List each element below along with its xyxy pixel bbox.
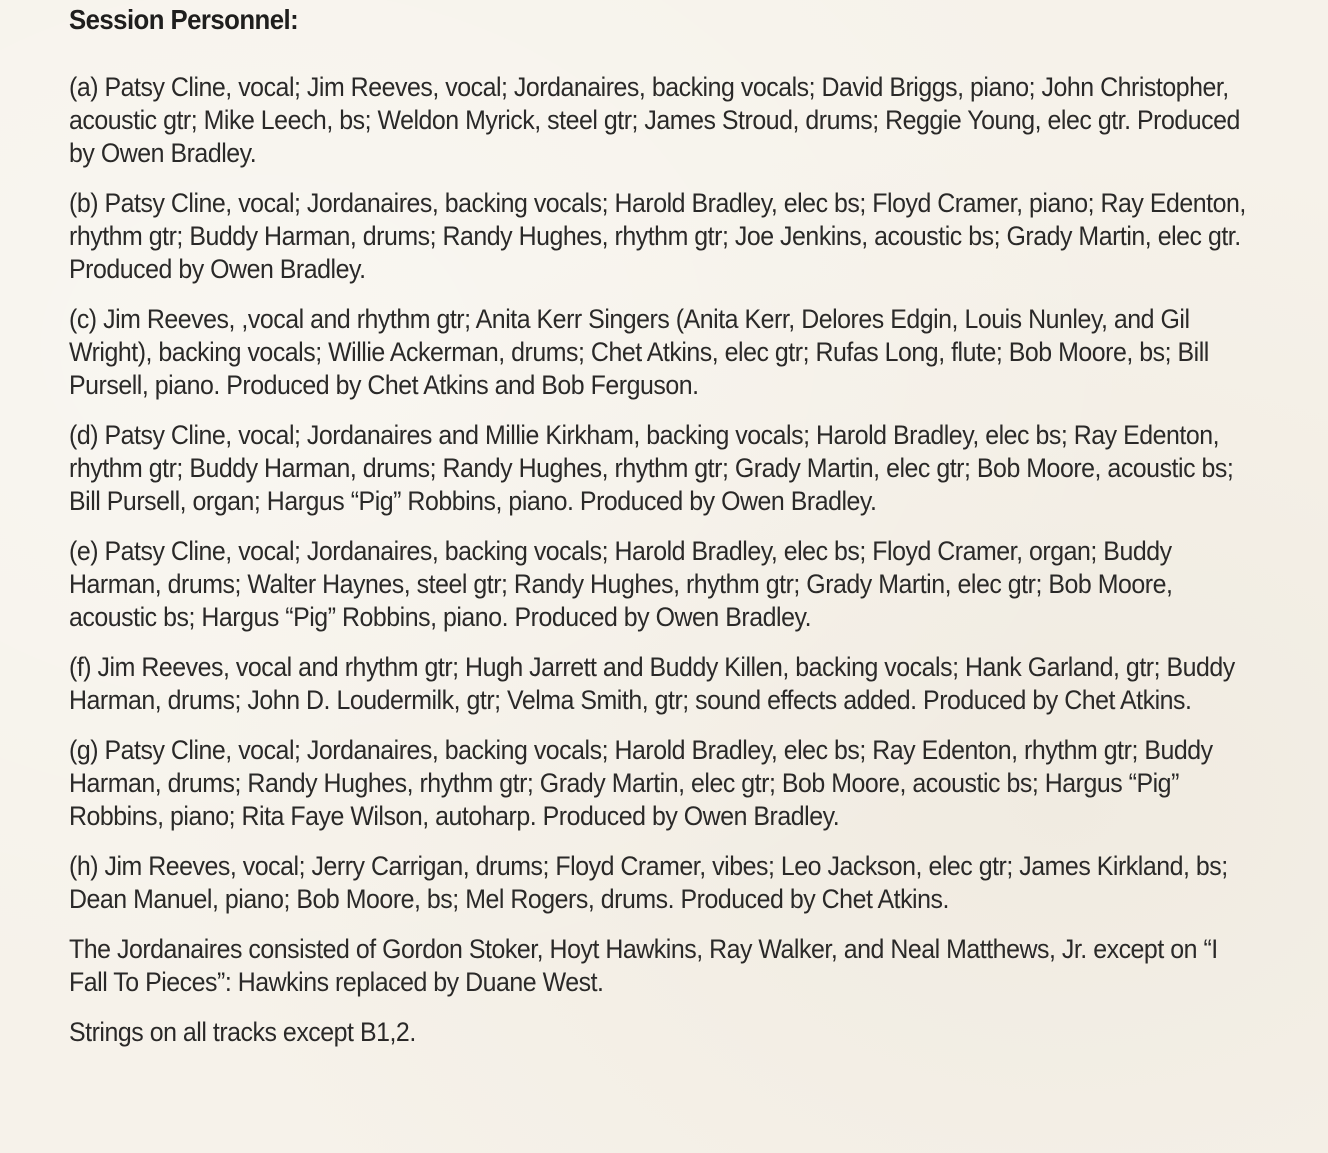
session-b-credits: (b) Patsy Cline, vocal; Jordanaires, backing vocals; Harold Bradley, elec bs; Floyd Cramer, piano; Ray Edenton, rhythm gtr; Buddy Harman, drums; Randy Hughes, rhythm gtr; Joe Jenkins, acoustic bs; Grady Martin, elec gtr. Produced by Owen Bradley. (69, 188, 1246, 284)
session-a-credits: (a) Patsy Cline, vocal; Jim Reeves, vocal; Jordanaires, backing vocals; David Briggs, piano; John Christopher, acoustic gtr; Mike Leech, bs; Weldon Myrick, steel gtr; James Stroud, drums; Reggie Young, elec gtr. Produced by Owen Bradley. (69, 72, 1240, 168)
session-c-credits: (c) Jim Reeves, ,vocal and rhythm gtr; Anita Kerr Singers (Anita Kerr, Delores Edgin, Louis Nunley, and Gil Wright), backing vocals; Willie Ackerman, drums; Chet Atkins, elec gtr; Rufas Long, flute; Bob Moore, bs; Bill Pursell, piano. Produced by Chet Atkins and Bob Ferguson. (69, 304, 1209, 400)
section-heading: Session Personnel: (69, 4, 299, 35)
session-e-credits: (e) Patsy Cline, vocal; Jordanaires, backing vocals; Harold Bradley, elec bs; Floyd Cramer, organ; Buddy Harman, drums; Walter Haynes, steel gtr; Randy Hughes, rhythm gtr; Grady Martin, elec gtr; Bob Moore, acoustic bs; Hargus “Pig” Robbins, piano. Produced by Owen Bradley. (69, 536, 1173, 632)
session-f-credits: (f) Jim Reeves, vocal and rhythm gtr; Hugh Jarrett and Buddy Killen, backing vocals; Hank Garland, gtr; Buddy Harman, drums; John D. Loudermilk, gtr; Velma Smith, gtr; sound effects added. Produced by Chet Atkins. (69, 652, 1235, 715)
session-g-credits: (g) Patsy Cline, vocal; Jordanaires, backing vocals; Harold Bradley, elec bs; Ray Edenton, rhythm gtr; Buddy Harman, drums; Randy Hughes, rhythm gtr; Grady Martin, elec gtr; Bob Moore, acoustic bs; Hargus “Pig” Robbins, piano; Rita Faye Wilson, autoharp. Produced by Owen Bradley. (69, 735, 1213, 831)
jordanaires-note: The Jordanaires consisted of Gordon Stoker, Hoyt Hawkins, Ray Walker, and Neal Matthews, Jr. except on “I Fall To Pieces”: Hawkins replaced by Duane West. (69, 934, 1218, 997)
strings-note: Strings on all tracks except B1,2. (69, 1017, 416, 1047)
session-h-credits: (h) Jim Reeves, vocal; Jerry Carrigan, drums; Floyd Cramer, vibes; Leo Jackson, elec gtr; James Kirkland, bs; Dean Manuel, piano; Bob Moore, bs; Mel Rogers, drums. Produced by Chet Atkins. (69, 851, 1228, 914)
session-d-credits: (d) Patsy Cline, vocal; Jordanaires and Millie Kirkham, backing vocals; Harold Bradley, elec bs; Ray Edenton, rhythm gtr; Buddy Harman, drums; Randy Hughes, rhythm gtr; Grady Martin, elec gtr; Bob Moore, acoustic bs; Bill Pursell, organ; Hargus “Pig” Robbins, piano. Produced by Owen Bradley. (69, 420, 1234, 516)
liner-notes-page (69, 0, 1249, 1066)
